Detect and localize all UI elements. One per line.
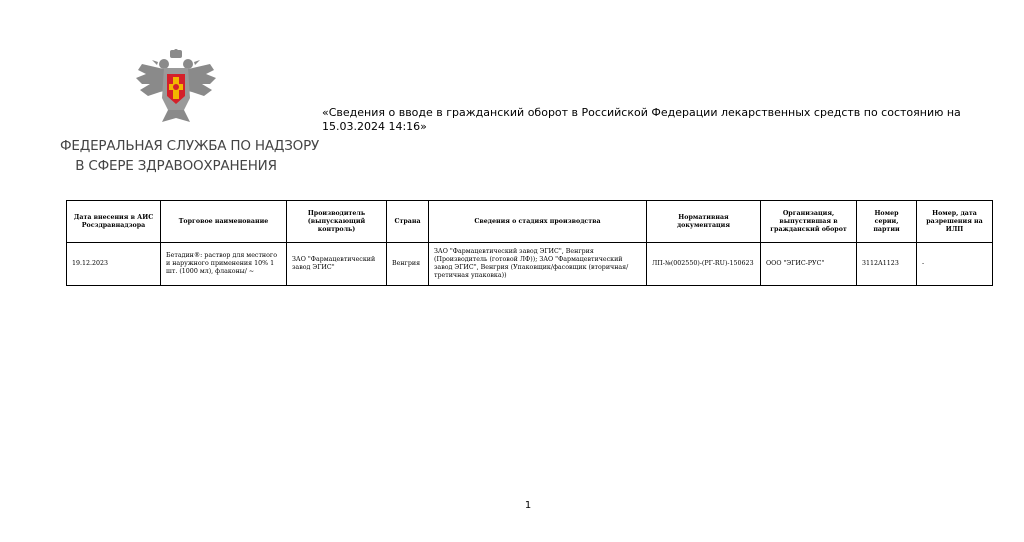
cell-organization: ООО "ЭГИС-РУС" xyxy=(761,243,857,286)
cell-trade-name: Бетадин®: раствор для местного и наружного применения 10% 1 шт. (1000 мл), флаконы/ ~ xyxy=(161,243,287,286)
column-header-trade-name: Торговое наименование xyxy=(161,201,287,243)
agency-name-line-2: В СФЕРЕ ЗДРАВООХРАНЕНИЯ xyxy=(75,158,277,174)
page-number: 1 xyxy=(524,500,532,511)
cell-manufacturer: ЗАО "Фармацевтический завод ЭГИС" xyxy=(287,243,387,286)
cell-regulatory-docs: ЛП-№(002550)-(РГ-RU)-150623 xyxy=(647,243,761,286)
column-header-batch-number: Номер серии, партии xyxy=(857,201,917,243)
column-header-permit: Номер, дата разрешения на ИЛП xyxy=(917,201,993,243)
report-title: «Сведения о вводе в гражданский оборот в Российской Федерации лекарственных средств по состоянию на 15.03.2024 14:16» xyxy=(322,106,961,133)
cell-production-stages: ЗАО "Фармацевтический завод ЭГИС", Венгрия (Производитель (готовой ЛФ)); ЗАО "Фармацевтический завод ЭГИС", Венгрия (Упаковщик/фасовщик (вторичная/третичная упаковка)) xyxy=(429,243,647,286)
cell-permit: - xyxy=(917,243,993,286)
registry-table xyxy=(66,200,993,286)
cell-date: 19.12.2023 xyxy=(67,243,161,286)
table-header-row xyxy=(67,201,993,243)
column-header-production-stages: Сведения о стадиях производства xyxy=(429,201,647,243)
table-row xyxy=(67,243,993,286)
column-header-country: Страна xyxy=(387,201,429,243)
agency-logo xyxy=(60,48,320,176)
column-header-date: Дата внесения в АИС Росздравнадзора xyxy=(67,201,161,243)
cell-batch-number: 3112А1123 xyxy=(857,243,917,286)
agency-name-line-1: ФЕДЕРАЛЬНАЯ СЛУЖБА ПО НАДЗОРУ xyxy=(60,138,320,154)
column-header-regulatory-docs: Нормативная документация xyxy=(647,201,761,243)
double-headed-eagle-emblem-icon xyxy=(134,48,218,124)
cell-country: Венгрия xyxy=(387,243,429,286)
column-header-organization: Организация, выпустившая в гражданский оборот xyxy=(761,201,857,243)
column-header-manufacturer: Производитель (выпускающий контроль) xyxy=(287,201,387,243)
